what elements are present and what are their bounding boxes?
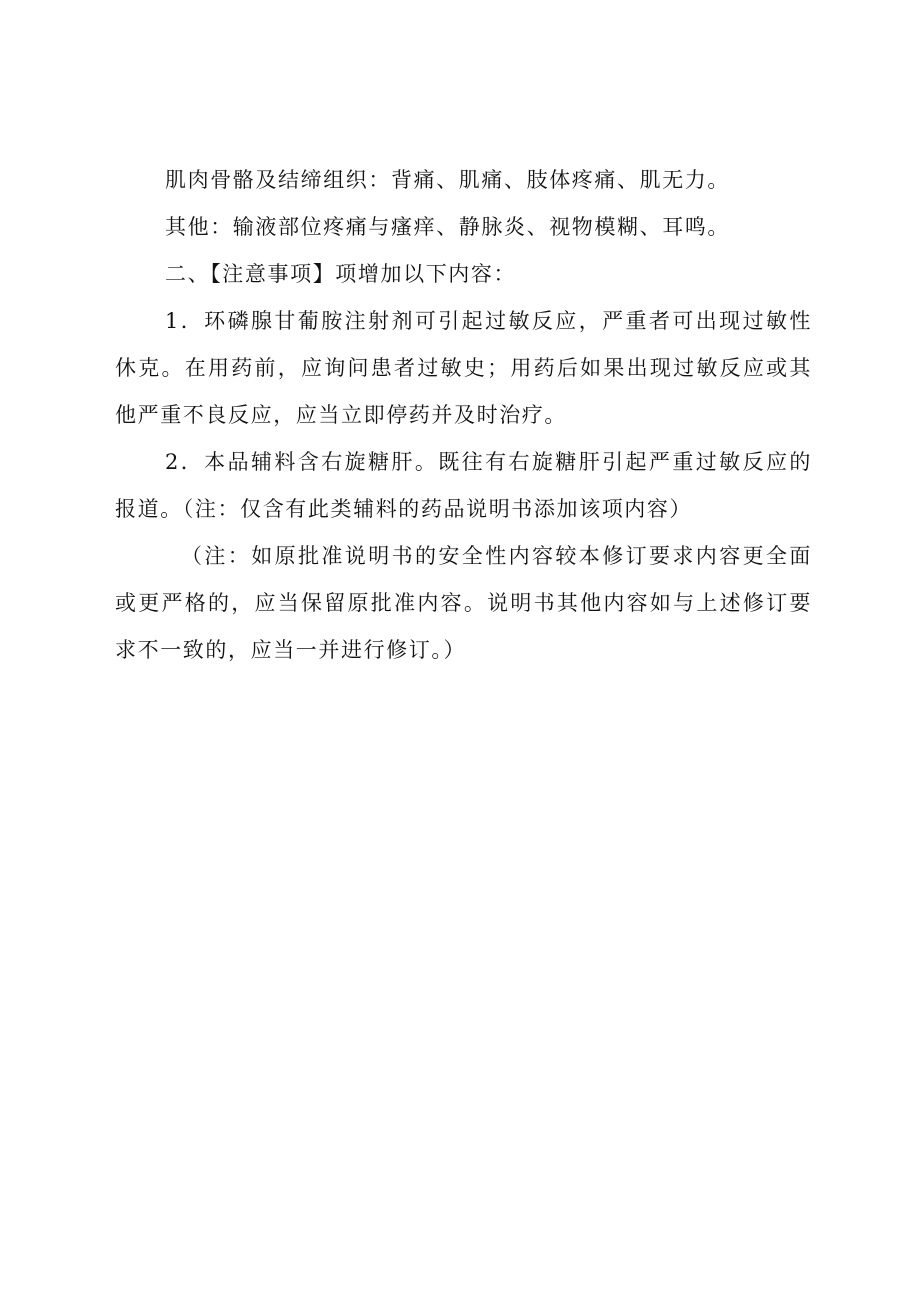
revision-note: （注：如原批准说明书的安全性内容较本修订要求内容更全面或更严格的，应当保留原批准内容。说明书其他内容如与上述修订要求不一致的，应当一并进行修订。） — [115, 544, 812, 662]
precaution-item-2: 2．本品辅料含右旋糖肝。既往有右旋糖肝引起严重过敏反应的报道。（注：仅含有此类辅料的药品说明书添加该项内容） — [115, 450, 812, 521]
precaution-item-1: 1．环磷腺甘葡胺注射剂可引起过敏反应，严重者可出现过敏性休克。在用药前，应询问患者过敏史；用药后如果出现过敏反应或其他严重不良反应，应当立即停药并及时治疗。 — [115, 309, 812, 427]
paragraph-musculoskeletal: 肌肉骨骼及结缔组织：背痛、肌痛、肢体疼痛、肌无力。 — [165, 168, 730, 192]
paragraph-other: 其他：输液部位疼痛与瘙痒、静脉炎、视物模糊、耳鸣。 — [165, 215, 730, 239]
section-heading-precautions: 二、【注意事项】项增加以下内容： — [165, 262, 517, 286]
document-body — [115, 157, 812, 674]
